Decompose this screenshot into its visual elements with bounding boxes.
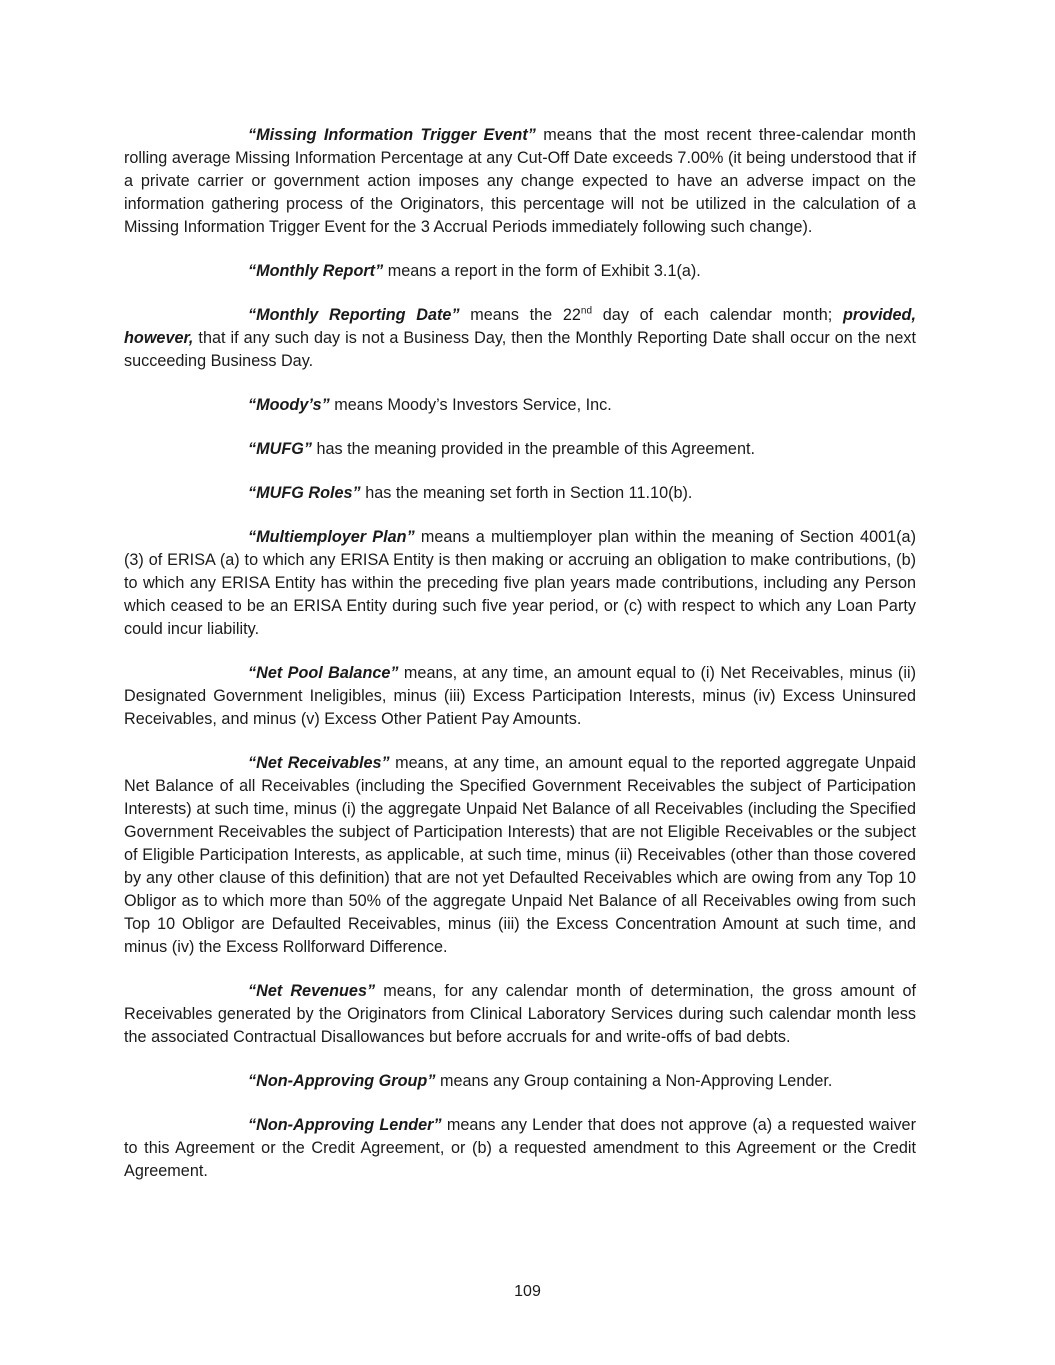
defined-term: “Net Revenues”	[248, 982, 376, 1000]
defined-term: “Net Receivables”	[248, 754, 390, 772]
definition-non-approving-group	[124, 1070, 916, 1093]
definition-text: means the 22	[459, 306, 581, 324]
definition-text: means that the most recent three-calendar month rolling average Missing Information Percentage at any Cut-Off Date exceeds 7.00% (it being understood that if a private carrier or government action imposes any change expected to have an adverse impact on the information gathering process of the Originators, this percentage will not be utilized in the calculation of a Missing Information Trigger Event for the 3 Accrual Periods immediately following such change).	[124, 126, 916, 236]
definition-monthly-report	[124, 260, 916, 283]
definition-moodys	[124, 394, 916, 417]
definition-mufg-roles	[124, 482, 916, 505]
definition-text: means any Group containing a Non-Approving Lender.	[435, 1072, 833, 1090]
proviso-emphasis: provided, however,	[124, 306, 916, 347]
definition-text: means a report in the form of Exhibit 3.1(a).	[383, 262, 701, 280]
definition-net-revenues	[124, 980, 916, 1049]
defined-term: “Monthly Report”	[248, 262, 384, 280]
definition-text: day of each calendar month;	[592, 306, 843, 324]
definition-text: has the meaning provided in the preamble of this Agreement.	[311, 440, 755, 458]
definition-monthly-reporting-date	[124, 304, 916, 373]
defined-term: “Net Pool Balance”	[248, 664, 399, 682]
definition-multiemployer-plan	[124, 526, 916, 641]
defined-term: “Monthly Reporting Date”	[248, 306, 460, 324]
definition-text: means, at any time, an amount equal to the reported aggregate Unpaid Net Balance of all Receivables (including the Specified Government Receivables the subject of Participation Interests) at such time, minus (i) the aggregate Unpaid Net Balance of all Receivables (including the Specified Government Receivables the subject of Participation Interests) that are not Eligible Receivables or the subject of Eligible Participation Interests, as applicable, at such time, minus (ii) Receivables (other than those covered by any other clause of this definition) that are not yet Defaulted Receivables which are owing from any Top 10 Obligor as to which more than 50% of the aggregate Unpaid Net Balance of all Receivables owing from such Top 10 Obligor are Defaulted Receivables, minus (iii) the Excess Concentration Amount at such time, and minus (iv) the Excess Rollforward Difference.	[124, 754, 917, 956]
definition-mufg	[124, 438, 916, 461]
definition-text: means, for any calendar month of determination, the gross amount of Receivables generated by the Originators from Clinical Laboratory Services during such calendar month less the associated Contractual Disallowances but before accruals for and write-offs of bad debts.	[124, 982, 917, 1046]
document-page	[124, 124, 916, 1204]
definition-missing-information-trigger-event	[124, 124, 916, 239]
defined-term: “MUFG”	[248, 440, 312, 458]
page-number: 109	[514, 1283, 541, 1300]
definition-net-receivables	[124, 752, 916, 959]
defined-term: “Non-Approving Group”	[248, 1072, 436, 1090]
definition-non-approving-lender	[124, 1114, 916, 1183]
definition-text: means Moody’s Investors Service, Inc.	[329, 396, 612, 414]
definition-text: means, at any time, an amount equal to (i) Net Receivables, minus (ii) Designated Government Ineligibles, minus (iii) Excess Participation Interests, minus (iv) Excess Uninsured Receivables, and minus (v) Excess Other Patient Pay Amounts.	[124, 664, 916, 728]
defined-term: “Multiemployer Plan”	[248, 528, 415, 546]
defined-term: “MUFG Roles”	[248, 484, 361, 502]
definition-text: has the meaning set forth in Section 11.10(b).	[360, 484, 693, 502]
definition-text: means a multiemployer plan within the meaning of Section 4001(a)(3) of ERISA (a) to which any ERISA Entity is then making or accruing an obligation to make contributions, (b) to which any ERISA Entity has within the preceding five plan years made contributions, including any Person which ceased to be an ERISA Entity during such five year period, or (c) with respect to which any Loan Party could incur liability.	[124, 528, 916, 638]
defined-term: “Missing Information Trigger Event”	[248, 126, 536, 144]
definition-net-pool-balance	[124, 662, 916, 731]
defined-term: “Non-Approving Lender”	[248, 1116, 442, 1134]
defined-term: “Moody’s”	[248, 396, 330, 414]
ordinal-superscript: nd	[580, 305, 593, 317]
definition-text: means any Lender that does not approve (a) a requested waiver to this Agreement or the Credit Agreement, or (b) a requested amendment to this Agreement or the Credit Agreement.	[124, 1116, 916, 1180]
definition-text: that if any such day is not a Business Day, then the Monthly Reporting Date shall occur on the next succeeding Business Day.	[124, 329, 916, 370]
